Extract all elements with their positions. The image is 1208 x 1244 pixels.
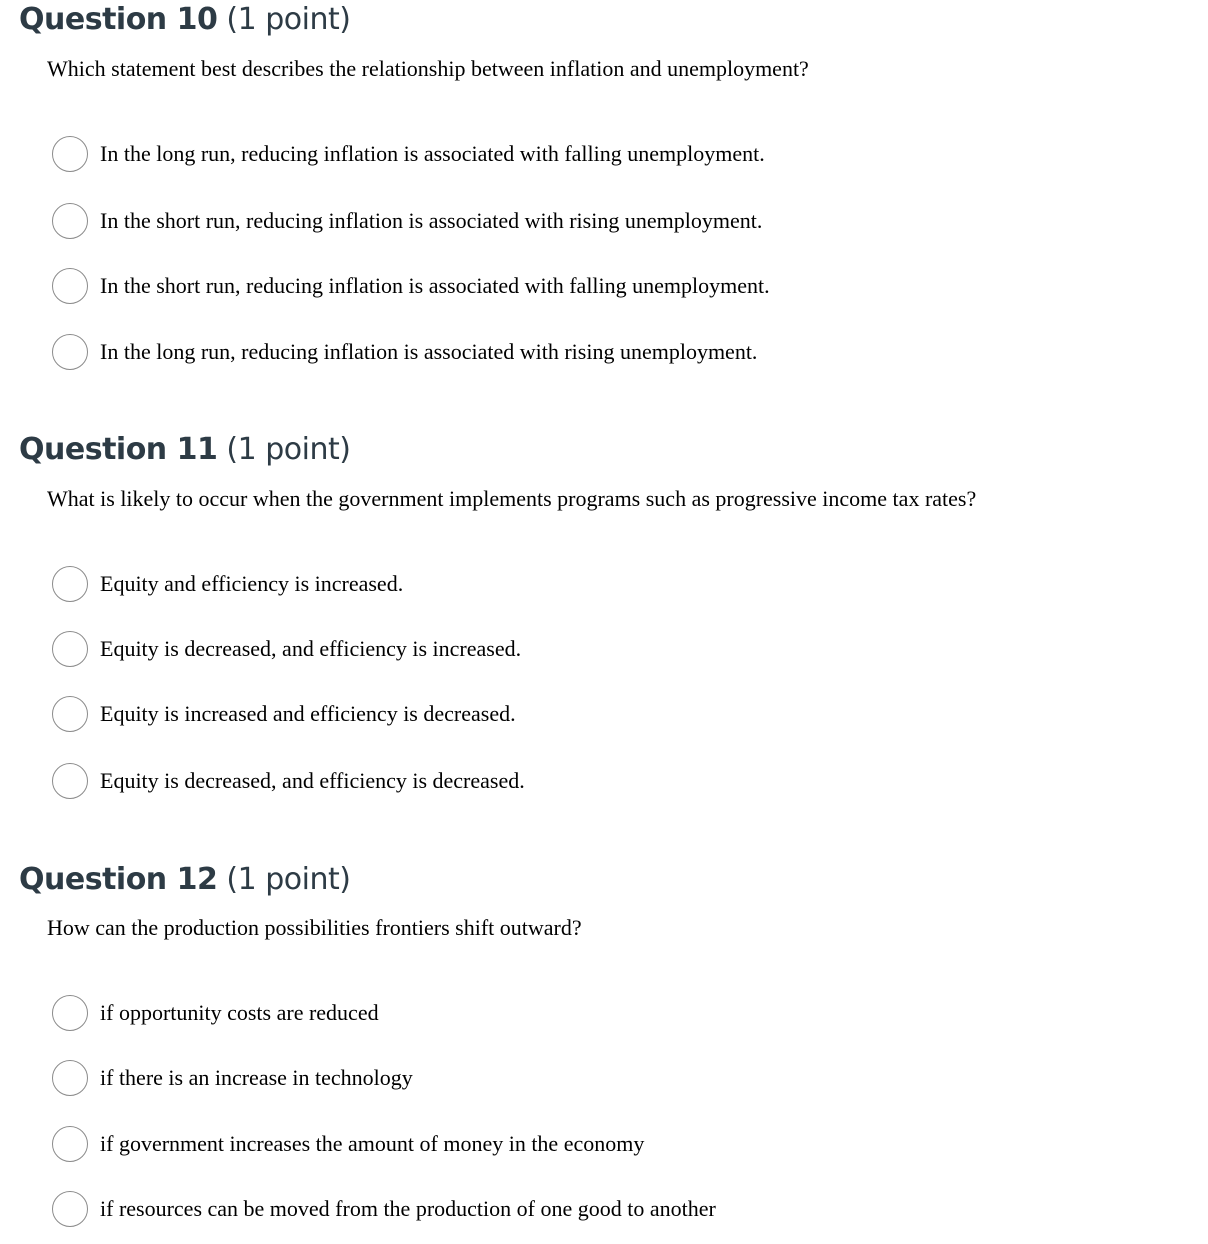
question-prompt: Which statement best describes the relationship between inflation and unemployment?	[47, 56, 809, 81]
radio-button[interactable]	[52, 334, 88, 370]
answer-option-4[interactable]	[52, 761, 525, 801]
answer-option-2[interactable]	[52, 201, 762, 241]
answer-option-1[interactable]	[52, 564, 403, 604]
answer-option-label: In the long run, reducing inflation is associated with rising unemployment.	[100, 339, 758, 364]
question-title	[19, 430, 350, 470]
question-prompt: What is likely to occur when the government implements programs such as progressive income tax rates?	[47, 486, 977, 511]
question-number: Question 10	[19, 2, 218, 37]
radio-button[interactable]	[52, 566, 88, 602]
question-prompt: How can the production possibilities frontiers shift outward?	[47, 915, 582, 940]
radio-button[interactable]	[52, 995, 88, 1031]
question-points: (1 point)	[226, 862, 351, 897]
question-title	[19, 860, 350, 900]
answer-option-label: Equity and efficiency is increased.	[100, 571, 404, 596]
answer-option-label: Equity is decreased, and efficiency is decreased.	[100, 768, 525, 793]
question-number: Question 11	[19, 432, 218, 467]
answer-option-1[interactable]	[52, 993, 379, 1033]
answer-option-label: if government increases the amount of money in the economy	[100, 1131, 645, 1156]
answer-option-3[interactable]	[52, 1124, 644, 1164]
radio-button[interactable]	[52, 1126, 88, 1162]
answer-option-label: Equity is increased and efficiency is decreased.	[100, 701, 516, 726]
answer-option-label: if there is an increase in technology	[100, 1065, 413, 1090]
answer-option-label: Equity is decreased, and efficiency is increased.	[100, 636, 522, 661]
answer-option-4[interactable]	[52, 332, 757, 372]
radio-button[interactable]	[52, 696, 88, 732]
answer-option-label: if opportunity costs are reduced	[100, 1000, 379, 1025]
radio-button[interactable]	[52, 203, 88, 239]
answer-option-2[interactable]	[52, 1058, 413, 1098]
question-title	[19, 0, 350, 40]
answer-option-1[interactable]	[52, 134, 765, 174]
answer-option-3[interactable]	[52, 694, 516, 734]
answer-option-2[interactable]	[52, 629, 521, 669]
question-number: Question 12	[19, 862, 218, 897]
answer-option-label: In the short run, reducing inflation is associated with falling unemployment.	[100, 273, 770, 298]
radio-button[interactable]	[52, 136, 88, 172]
radio-button[interactable]	[52, 763, 88, 799]
radio-button[interactable]	[52, 1060, 88, 1096]
question-points: (1 point)	[226, 2, 351, 37]
answer-option-3[interactable]	[52, 266, 770, 306]
radio-button[interactable]	[52, 268, 88, 304]
answer-option-4[interactable]	[52, 1189, 716, 1229]
answer-option-label: In the long run, reducing inflation is associated with falling unemployment.	[100, 141, 765, 166]
radio-button[interactable]	[52, 1191, 88, 1227]
question-points: (1 point)	[226, 432, 351, 467]
answer-option-label: In the short run, reducing inflation is associated with rising unemployment.	[100, 208, 763, 233]
radio-button[interactable]	[52, 631, 88, 667]
answer-option-label: if resources can be moved from the production of one good to another	[100, 1196, 716, 1221]
